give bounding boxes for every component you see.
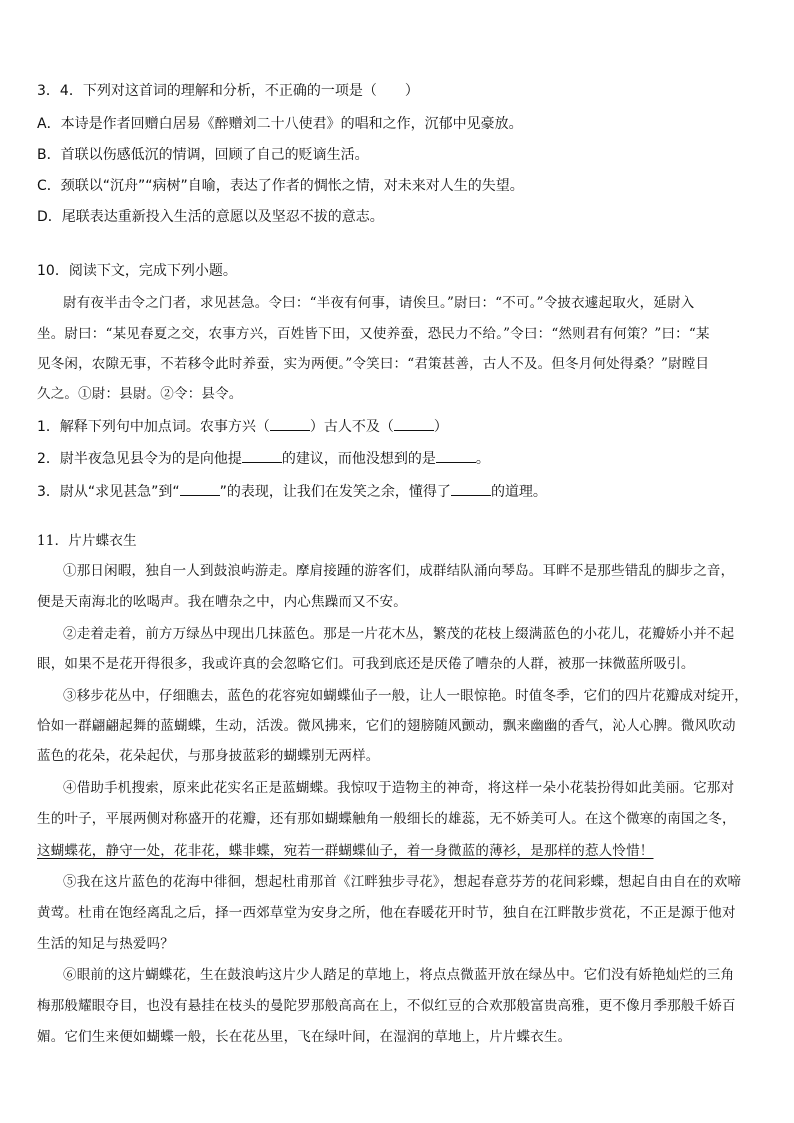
underlined-sentence: 这蝴蝶花，静守一处，花非花，蝶非蝶，宛若一群蝴蝶仙子，着一身微蓝的薄衫，是那样的惹人怜惜！ bbox=[37, 843, 654, 859]
passage-line: 梅那般耀眼夺目，也没有悬挂在枝头的曼陀罗那般高高在上，不似红豆的合欢那般富贵高雅，更不像月季那般千娇百 bbox=[37, 998, 736, 1014]
passage-line: 坐。尉曰：“某见春夏之交，农事方兴，百姓皆下田，又使养蚕，恐民力不给。”令曰：“然则君有何策？”曰：“某 bbox=[37, 326, 710, 342]
passage-line: 恰如一群翩翩起舞的蓝蝴蝶，生动，活泼。微风拂来，它们的翅膀随风颤动，飘来幽幽的香气，沁人心脾。微风吹动 bbox=[37, 718, 736, 734]
sub-question-2 bbox=[37, 448, 490, 468]
passage-line: 久之。①尉：县尉。②令：县令。 bbox=[37, 386, 243, 402]
passage-line: 生的叶子，平展两侧对称盛开的花瓣，还有那如蝴蝶触角一般细长的雄蕊，无不娇美可人。在这个微寒的南国之冬， bbox=[37, 811, 736, 827]
sub-question-text: 1．解释下列句中加点词。农事方兴（ bbox=[37, 419, 270, 435]
answer-blank[interactable] bbox=[436, 448, 476, 463]
passage-line: ⑤我在这片蓝色的花海中徘徊，想起杜甫那首《江畔独步寻花》，想起春意芬芳的花间彩蝶，想起自由自在的欢啼 bbox=[63, 874, 742, 890]
question-11-title: 11．片片蝶衣生 bbox=[37, 533, 137, 549]
option-c: C．颈联以“沉舟”“病树”自喻，表达了作者的惆怅之情，对未来对人生的失望。 bbox=[37, 178, 524, 194]
answer-blank[interactable] bbox=[394, 416, 434, 431]
question-10-stem: 10．阅读下文，完成下列小题。 bbox=[37, 263, 237, 279]
answer-blank[interactable] bbox=[270, 416, 310, 431]
passage-line: 媚。它们生来便如蝴蝶一般，长在花丛里，飞在绿叶间，在湿润的草地上，片片蝶衣生。 bbox=[37, 1029, 572, 1045]
passage-line: ①那日闲暇，独自一人到鼓浪屿游走。摩肩接踵的游客们，成群结队涌向琴岛。耳畔不是那些错乱的脚步之音， bbox=[63, 563, 735, 579]
answer-blank[interactable] bbox=[180, 481, 220, 496]
passage-line: ④借助手机搜索，原来此花实名正是蓝蝴蝶。我惊叹于造物主的神奇，将这样一朵小花装扮得如此美丽。它那对 bbox=[63, 780, 735, 796]
sub-question-1 bbox=[37, 416, 448, 436]
question-stem: 3．4．下列对这首词的理解和分析，不正确的一项是（ ） bbox=[37, 83, 419, 99]
sub-question-text: 。 bbox=[475, 451, 490, 467]
option-b: B．首联以伤感低沉的情调，回顾了自己的贬谪生活。 bbox=[37, 147, 369, 163]
sub-question-text: 的建议，而他没想到的是 bbox=[281, 451, 436, 467]
passage-line: ②走着走着，前方万绿丛中现出几抹蓝色。那是一片花木丛，繁茂的花枝上缀满蓝色的小花儿，花瓣娇小并不起 bbox=[63, 626, 735, 642]
answer-blank[interactable] bbox=[451, 481, 491, 496]
passage-line: 尉有夜半击令之门者，求见甚急。令曰：“半夜有何事，请俟旦。”尉曰：“不可。”令披衣遽起取火，延尉入 bbox=[63, 295, 695, 311]
sub-question-text: ）古人不及（ bbox=[309, 419, 394, 435]
sub-question-text: 3．尉从“求见甚急”到“ bbox=[37, 484, 180, 500]
passage-line: 生活的知足与热爱吗？ bbox=[37, 936, 174, 952]
sub-question-text: ”的表现，让我们在发笑之余，懂得了 bbox=[219, 484, 451, 500]
sub-question-text: 的道理。 bbox=[490, 484, 547, 500]
sub-question-3 bbox=[37, 481, 547, 501]
passage-line: 黄莺。杜甫在饱经离乱之后，择一西郊草堂为安身之所，他在春暖花开时节，独自在江畔散步赏花，不正是源于他对 bbox=[37, 905, 736, 921]
answer-blank[interactable] bbox=[242, 448, 282, 463]
passage-line: 便是天南海北的吆喝声。我在嘈杂之中，内心焦躁而又不安。 bbox=[37, 594, 407, 610]
sub-question-text: 2．尉半夜急见县令为的是向他提 bbox=[37, 451, 242, 467]
passage-line: 眼，如果不是花开得很多，我或许真的会忽略它们。可我到底还是厌倦了嘈杂的人群，被那一抹微蓝所吸引。 bbox=[37, 656, 695, 672]
passage-line: ⑥眼前的这片蝴蝶花，生在鼓浪屿这片少人踏足的草地上，将点点微蓝开放在绿丛中。它们没有娇艳灿烂的三角 bbox=[63, 967, 735, 983]
passage-line: 见冬闲，农隙无事，不若移令此时养蚕，实为两便。”令笑曰：“君策甚善，古人不及。但冬月何处得桑？”尉瞠目 bbox=[37, 356, 710, 372]
passage-line: ③移步花丛中，仔细瞧去，蓝色的花容宛如蝴蝶仙子一般，让人一眼惊艳。时值冬季，它们的四片花瓣成对绽开， bbox=[63, 688, 748, 704]
passage-line: 蓝色的花朵，花朵起伏，与那身披蓝彩的蝴蝶别无两样。 bbox=[37, 748, 380, 764]
sub-question-text: ） bbox=[433, 419, 448, 435]
option-a: A．本诗是作者回赠白居易《醉赠刘二十八使君》的唱和之作，沉郁中见豪放。 bbox=[37, 116, 523, 132]
option-d: D．尾联表达重新投入生活的意愿以及坚忍不拔的意志。 bbox=[37, 209, 384, 225]
